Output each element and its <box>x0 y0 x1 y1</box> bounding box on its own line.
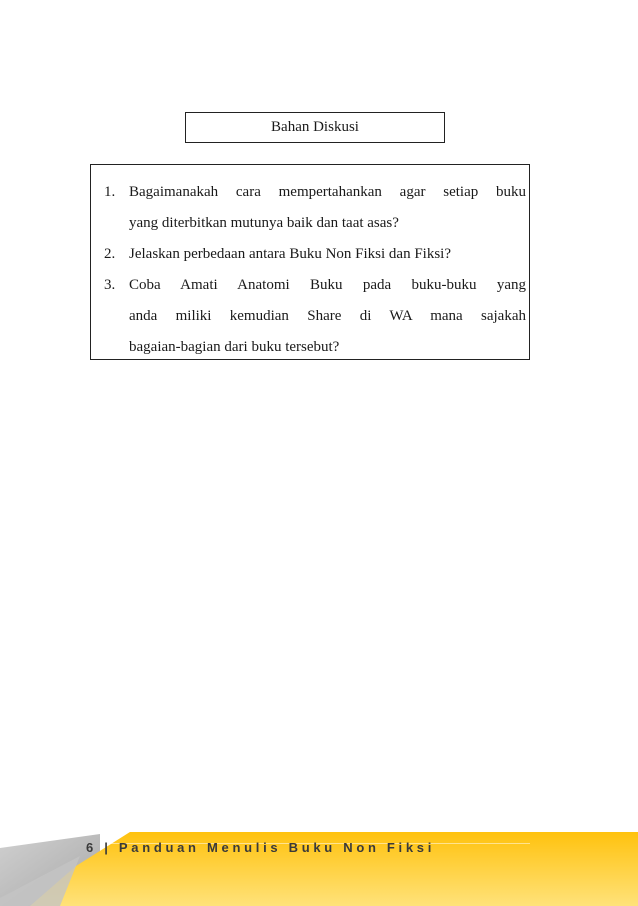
page-footer <box>0 826 638 906</box>
discussion-heading: Bahan Diskusi <box>271 119 359 135</box>
question-number: 2. <box>104 246 116 262</box>
question-list <box>91 177 529 363</box>
question-line: anda miliki kemudian Share di WA mana sajakah <box>129 308 526 324</box>
footer-banner-shape <box>0 826 638 906</box>
page-number: 6 <box>86 840 97 855</box>
question-line: Coba Amati Anatomi Buku pada buku-buku yang <box>129 277 526 293</box>
footer-separator: | <box>104 840 112 855</box>
question-number: 1. <box>104 184 116 200</box>
question-line: Bagaimanakah cara mempertahankan agar setiap buku <box>129 184 526 200</box>
discussion-questions-box <box>90 164 530 360</box>
question-line: Jelaskan perbedaan antara Buku Non Fiksi dan Fiksi? <box>129 246 452 262</box>
question-item-1 <box>91 177 529 239</box>
footer-title: Panduan Menulis Buku Non Fiksi <box>118 840 436 855</box>
footer-running-head <box>86 840 435 855</box>
discussion-heading-box <box>185 112 445 143</box>
question-item-3 <box>91 270 529 363</box>
question-line: yang diterbitkan mutunya baik dan taat asas? <box>129 215 399 231</box>
question-number: 3. <box>104 277 116 293</box>
question-line: bagaian-bagian dari buku tersebut? <box>129 339 340 355</box>
question-item-2 <box>91 239 529 270</box>
